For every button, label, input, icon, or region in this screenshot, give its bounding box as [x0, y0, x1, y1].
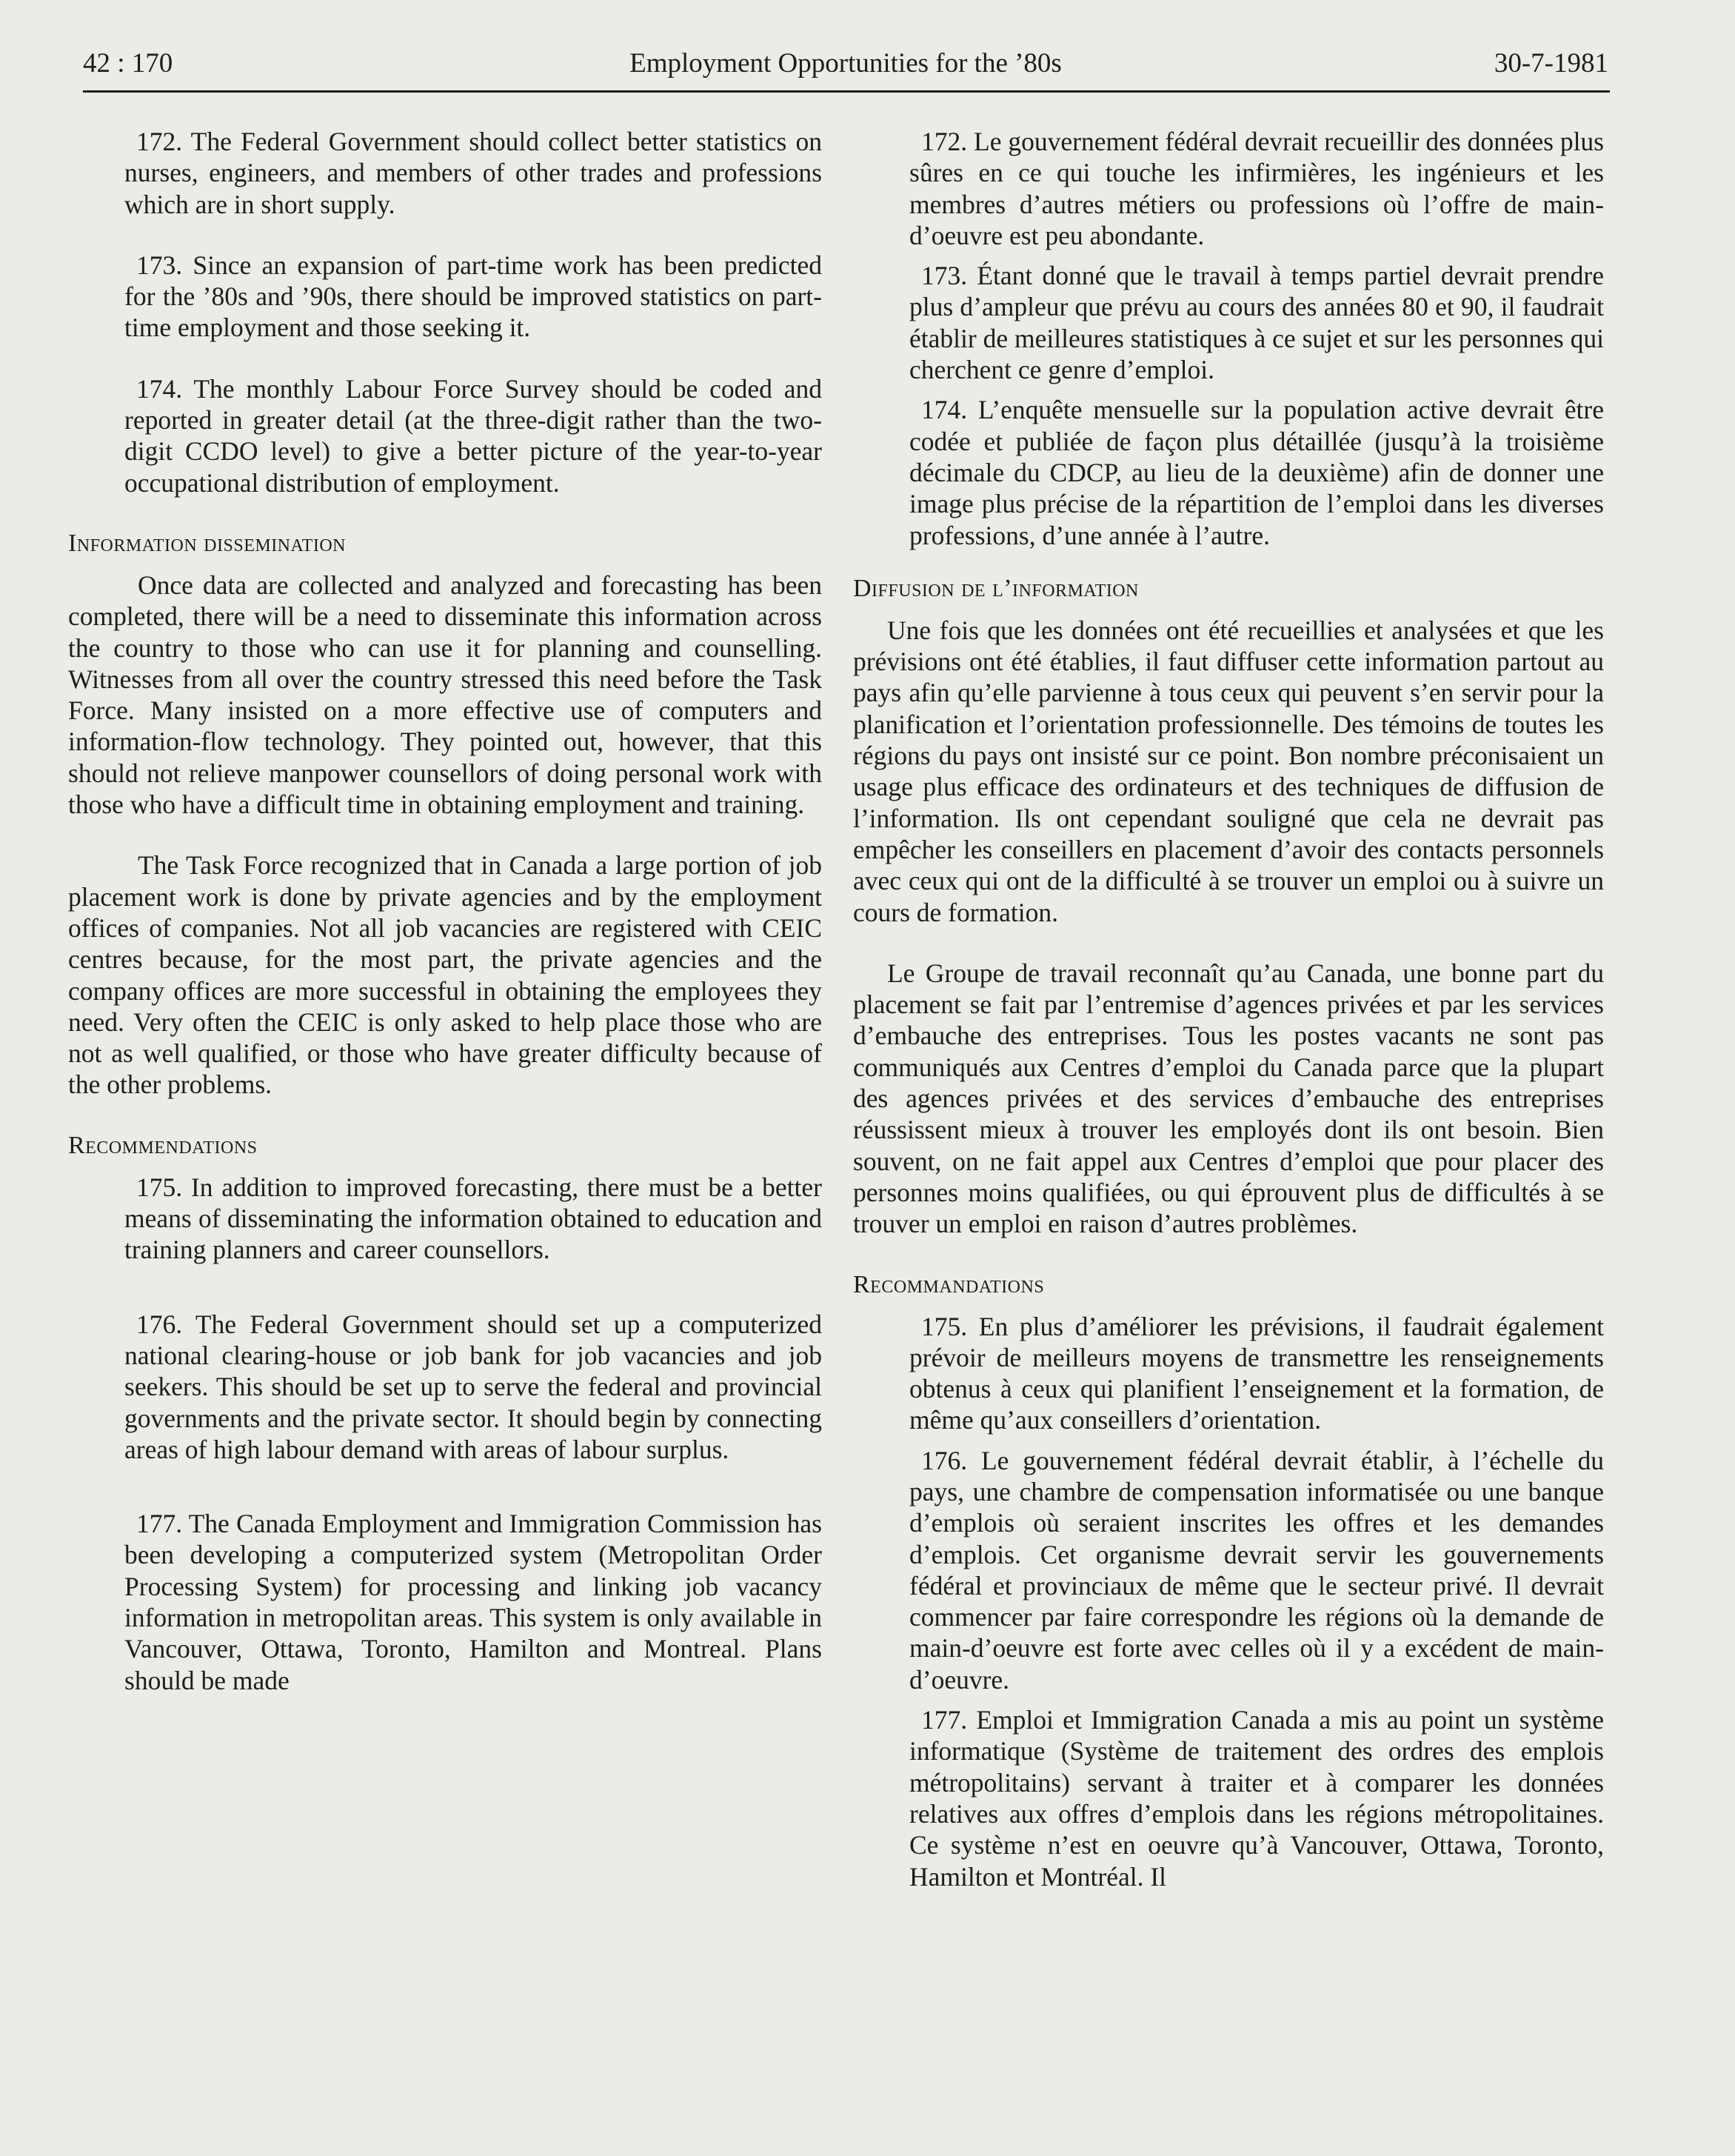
- recommendation-175-en: 175. In addition to improved forecasting, there must be a better means of disseminating the information obtained to education and training planners and career counsellors.: [124, 1172, 822, 1265]
- section-heading-diffusion-information: Diffusion de l’information: [853, 574, 1139, 602]
- recommendation-177-en: 177. The Canada Employment and Immigration Commission has been developing a computerized system (Metropolitan Order Processing System) for processing and linking job vacancy information in metropolitan areas. This system is only available in Vancouver, Ottawa, Toronto, Hamilton and Montreal. Plans should be made: [124, 1509, 822, 1695]
- header-date: 30-7-1981: [1494, 48, 1608, 79]
- paragraph-information-2-en: The Task Force recognized that in Canada a large portion of job placement work is done by private agencies and by the employment offices of companies. Not all job vacancies are registered with CEIC centres because, for the most part, the private agencies and the company offices are more successful in obtaining the employees they need. Very often the CEIC is only asked to help place those who are not as well qualified, or those who have greater difficulty because of the other problems.: [68, 850, 822, 1100]
- english-column: [68, 126, 822, 1739]
- header-rule: [83, 90, 1610, 93]
- paragraph-information-2-fr: Le Groupe de travail reconnaît qu’au Canada, une bonne part du placement se fait par l’entremise d’agences privées et par les services d’embauche des entreprises. Tous les postes vacants ne sont pas communiqués aux Centres d’emploi du Canada parce que la plupart des agences privées et des services d’embauche des entreprises réussissent mieux à trouver les employés dont ils ont besoin. Bien souvent, on ne fait appel aux Centres d’emploi que pour placer des personnes moins qualifiées, ou qui éprouvent plus de difficultés à se trouver un emploi en raison d’autres problèmes.: [853, 958, 1604, 1239]
- recommendation-174-en: 174. The monthly Labour Force Survey should be coded and reported in greater detail (at the three-digit rather than the two-digit CCDO level) to give a better picture of the year-to-year occupational distribution of employment.: [124, 373, 822, 498]
- recommendation-173-en: 173. Since an expansion of part-time work has been predicted for the ’80s and ’90s, there should be improved statistics on part-time employment and those seeking it.: [124, 250, 822, 343]
- page-number: 42 : 170: [83, 48, 173, 79]
- section-heading-recommendations-en: Recommendations: [68, 1131, 258, 1159]
- page-header: [83, 43, 1608, 92]
- recommendation-177-fr: 177. Emploi et Immigration Canada a mis au point un système informatique (Système de traitement des ordres des emplois métropolitains) servant à traiter et à comparer les données relatives aux offres d’emplois dans les régions métropolitaines. Ce système n’est en oeuvre qu’à Vancouver, Ottawa, Toronto, Hamilton et Montréal. Il: [909, 1705, 1604, 1892]
- recommendation-174-fr: 174. L’enquête mensuelle sur la population active devrait être codée et publiée de façon plus détaillée (jusqu’à la troisième décimale du CDCP, au lieu de la deuxième) afin de donner une image plus précise de la répartition de l’emploi dans les diverses professions, d’une année à l’autre.: [909, 395, 1604, 550]
- recommendation-176-fr: 176. Le gouvernement fédéral devrait établir, à l’échelle du pays, une chambre de compensation informatisée ou une banque d’emplois où seraient inscrites les offres et les demandes d’emplois. Cet organisme devrait servir les gouvernements fédéral et provinciaux de même que le secteur privé. Il devrait commencer par faire correspondre les régions où la demande de main-d’oeuvre est forte avec celles où il y a excédent de main-d’oeuvre.: [909, 1445, 1604, 1695]
- section-heading-recommandations-fr: Recommandations: [853, 1270, 1045, 1298]
- recommendation-172-fr: 172. Le gouvernement fédéral devrait recueillir des données plus sûres en ce qui touche les infirmières, les ingénieurs et les membres d’autres métiers ou professions où l’offre de main-d’oeuvre est peu abondante.: [909, 127, 1604, 250]
- running-title: Employment Opportunities for the ’80s: [629, 48, 1062, 79]
- recommendation-172-en: 172. The Federal Government should collect better statistics on nurses, engineers, and members of other trades and professions which are in short supply.: [124, 127, 822, 219]
- paragraph-information-1-fr: Une fois que les données ont été recueillies et analysées et que les prévisions ont été établies, il faut diffuser cette information partout au pays afin qu’elle parvienne à tous ceux qui peuvent s’en servir pour la planification et l’orientation professionnelle. Des témoins de toutes les régions du pays ont insisté sur ce point. Bon nombre préconisaient un usage plus efficace des ordinateurs et des techniques de diffusion de l’information. Ils ont cependant souligné que cela ne devrait pas empêcher les conseillers en placement d’avoir des contacts personnels avec ceux qui ont de la difficulté à se trouver un emploi ou à suivre un cours de formation.: [853, 615, 1604, 927]
- french-column: [853, 126, 1604, 1901]
- recommendation-173-fr: 173. Étant donné que le travail à temps partiel devrait prendre plus d’ampleur que prévu au cours des années 80 et 90, il faudrait établir de meilleures statistiques à ce sujet et sur les personnes qui cherchent ce genre d’emploi.: [909, 261, 1604, 385]
- recommendation-176-en: 176. The Federal Government should set up a computerized national clearing-house or job bank for job vacancies and job seekers. This should be set up to serve the federal and provincial governments and the private sector. It should begin by connecting areas of high labour demand with areas of labour surplus.: [124, 1309, 822, 1464]
- section-heading-information-dissemination: Information dissemination: [68, 529, 347, 557]
- recommendation-175-fr: 175. En plus d’améliorer les prévisions, il faudrait également prévoir de meilleurs moyens de transmettre les renseignements obtenus à ceux qui planifient l’enseignement et la formation, de même qu’aux conseillers d’orientation.: [909, 1311, 1604, 1435]
- paragraph-information-1-en: Once data are collected and analyzed and forecasting has been completed, there will be a need to disseminate this information across the country to those who can use it for planning and counselling. Witnesses from all over the country stressed this need before the Task Force. Many insisted on a more effective use of computers and information-flow technology. They pointed out, however, that this should not relieve manpower counsellors of doing personal work with those who have a difficult time in obtaining employment and training.: [68, 570, 822, 820]
